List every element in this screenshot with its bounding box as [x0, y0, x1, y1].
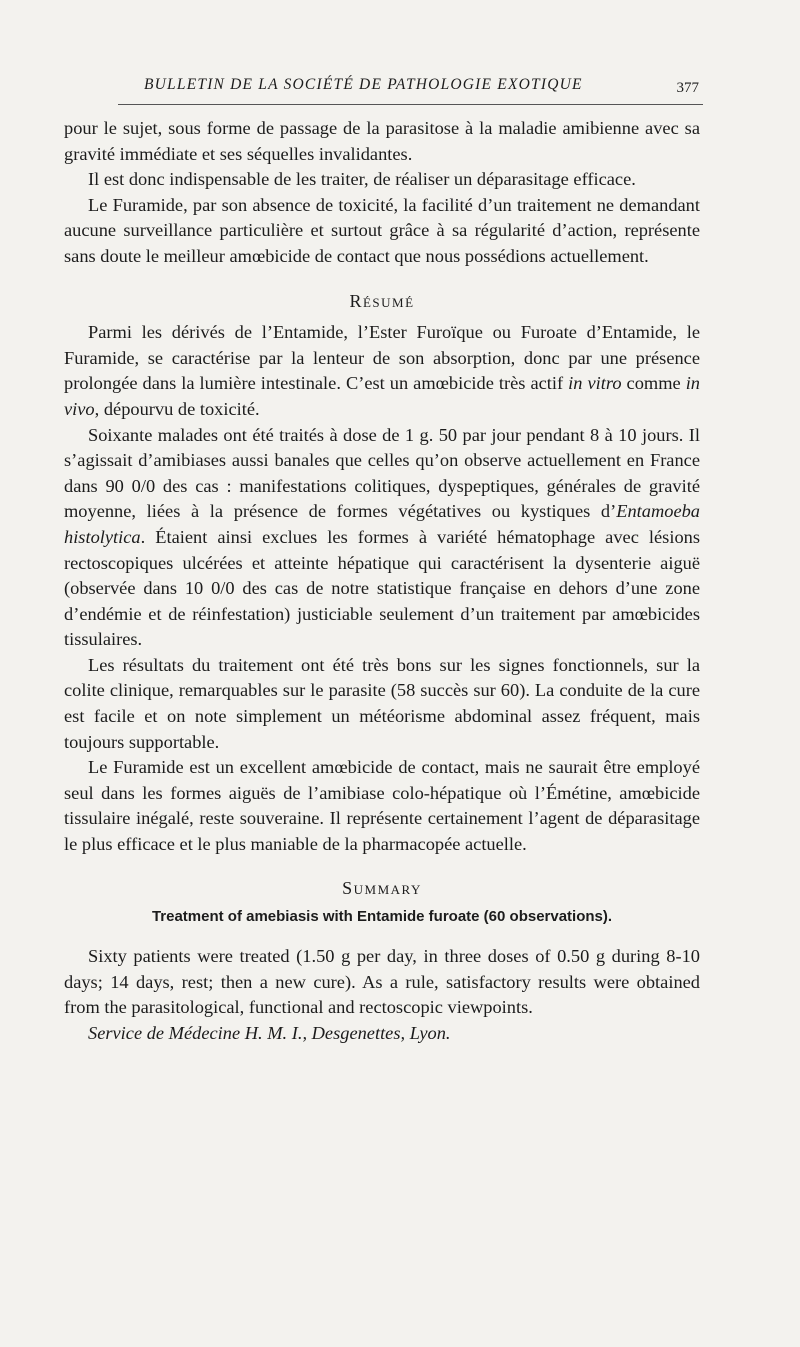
resume-paragraph-3: Les résultats du traitement ont été très bons sur les signes fonctionnels, sur la colite clinique, remarquables sur le parasite (58 succès sur 60). La conduite de la cure est facile et on note simplement un météorisme abdominal assez fréquent, mais toujours supportable.	[64, 654, 700, 752]
summary-subtitle: Treatment of amebiasis with Entamide furoate (60 observations).	[151, 908, 613, 926]
resume-heading: Résumé	[349, 290, 415, 311]
running-head	[118, 76, 703, 102]
intro-paragraph-2: Il est donc indispensable de les traiter, de réaliser un déparasitage efficace.	[88, 169, 636, 190]
header-rule	[118, 104, 703, 105]
page-number: 377	[676, 80, 699, 96]
article-body	[64, 116, 700, 1047]
signature: Service de Médecine H. M. I., Desgenettes, Lyon.	[88, 1023, 451, 1043]
resume-paragraph-1: Parmi les dérivés de l’Entamide, l’Ester Furoïque ou Furoate d’Entamide, le Furamide, se caractérise par la lenteur de son absorption, donc par une présence prolongée dans la lumière intestinale. C’est un amœbicide très actif in vitro comme in vivo, dépourvu de toxicité.	[64, 322, 700, 419]
resume-paragraph-2: Soixante malades ont été traités à dose de 1 g. 50 par jour pendant 8 à 10 jours. Il s’agissait d’amibiases aussi banales que celles qu’on observe actuellement en France dans 90 0/0 des cas : manifestations colitiques, dyspeptiques, générales de gravité moyenne, liées à la présence de formes végétatives ou kystiques d’Entamoeba histolytica. Étaient ainsi exclues les formes à variété hématophage avec lésions rectoscopiques ulcérées et atteinte hépatique qui caractérisent la dysenterie aiguë (observée dans 10 0/0 des cas de notre statistique française en dehors d’une zone d’endémie et de réinfestation) justiciable seulement d’un traitement par amœbicides tissulaires.	[64, 424, 700, 650]
running-title: BULLETIN DE LA SOCIÉTÉ DE PATHOLOGIE EXOTIQUE	[144, 76, 583, 93]
summary-heading: Summary	[342, 877, 422, 898]
intro-paragraph-3: Le Furamide, par son absence de toxicité, la facilité d’un traitement ne demandant aucune surveillance particulière et surtout grâce à sa régularité d’action, représente sans doute le meilleur amœbicide de contact que nous possédions actuellement.	[64, 194, 700, 266]
resume-paragraph-4: Le Furamide est un excellent amœbicide de contact, mais ne saurait être employé seul dans les formes aiguës de l’amibiase colo-hépatique où l’Émétine, amœbicide tissulaire inégalé, reste souveraine. Il représente certainement l’agent de déparasitage le plus efficace et le plus maniable de la pharmacopée actuelle.	[64, 757, 700, 855]
intro-paragraph-1: pour le sujet, sous forme de passage de la parasitose à la maladie amibienne avec sa gravité immédiate et ses séquelles invalidantes.	[64, 118, 700, 164]
summary-paragraph: Sixty patients were treated (1.50 g per day, in three doses of 0.50 g during 8-10 days; 14 days, rest; then a new cure). As a rule, satisfactory results were obtained from the parasitological, functional and rectoscopic viewpoints.	[64, 946, 700, 1018]
